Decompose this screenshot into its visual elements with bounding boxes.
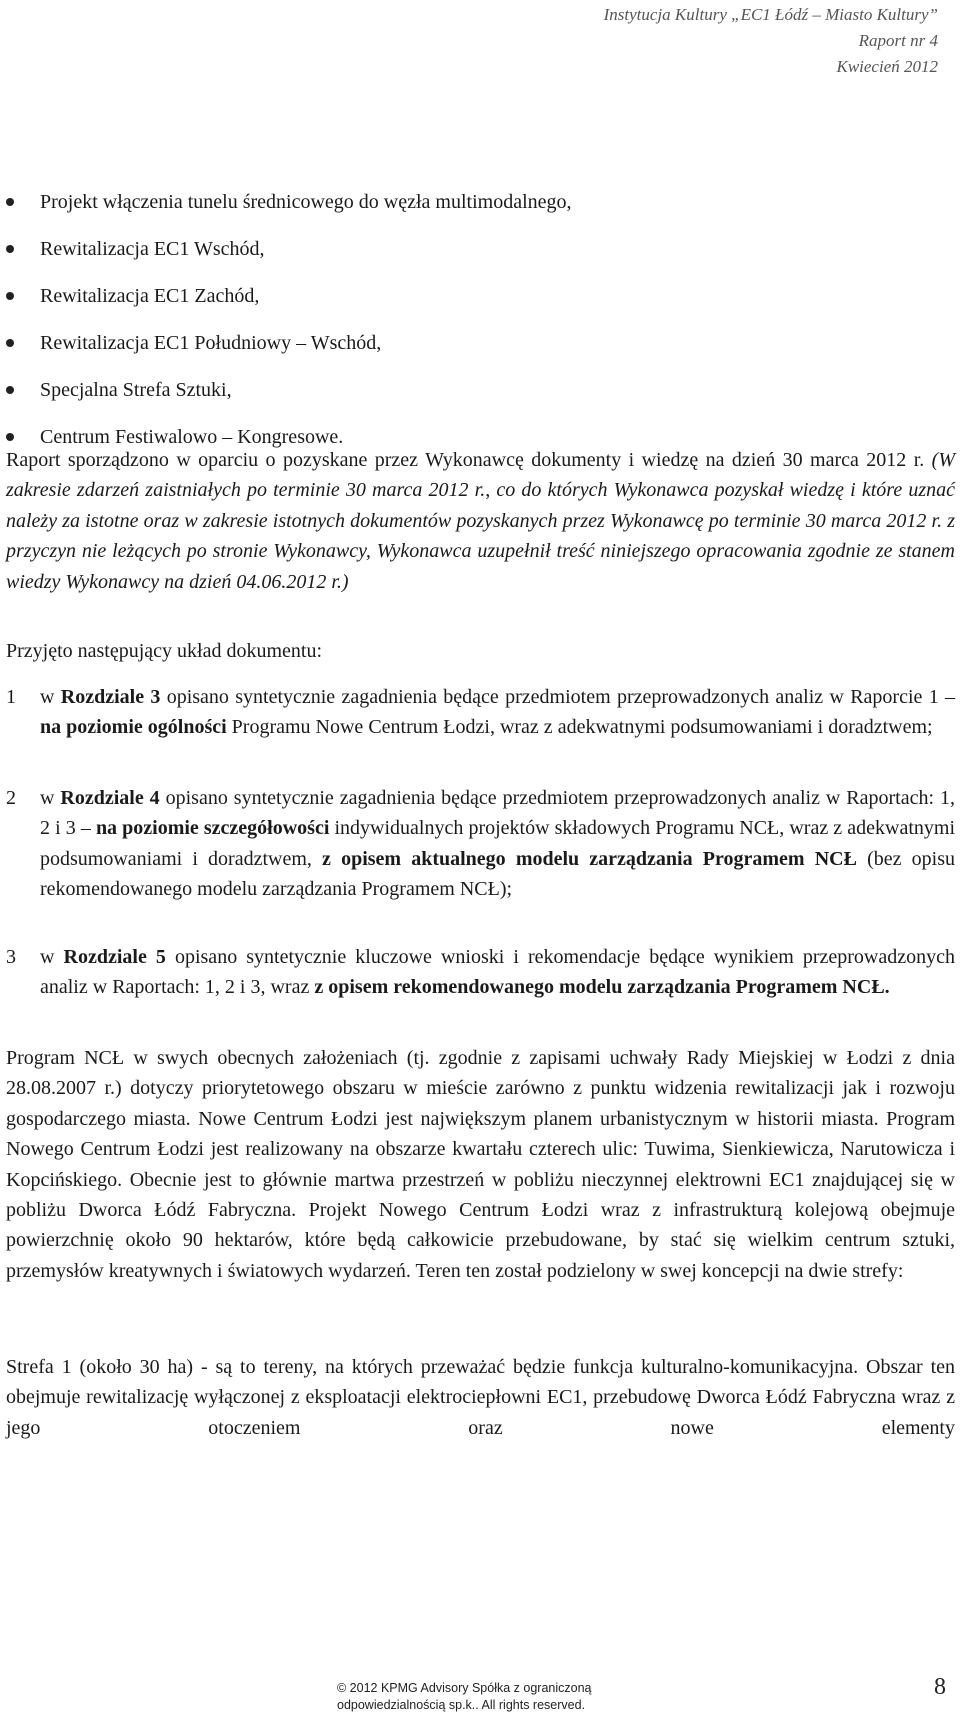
copyright-notice: © 2012 KPMG Advisory Spółka z ograniczoną odpowiedzialnością sp.k.. All rights reserved. <box>337 1681 592 1712</box>
item-number: 2 <box>6 787 16 809</box>
bullet-icon <box>6 386 14 394</box>
bullet-icon <box>6 433 14 441</box>
list-item: Specjalna Strefa Sztuki, <box>0 375 960 422</box>
numbered-item-chapter-4: 2 w Rozdziale 4 opisano syntetycznie zagadnienia będące przedmiotem przeprowadzonych analiz w Raportach: 1, 2 i 3 – na poziomie szczegółowości indywidualnych projektów składowych Programu NCŁ, wraz z adekwatnymi podsumowaniami i doradztwem, z opisem aktualnego modelu zarządzania Programem NCŁ (bez opisu rekomendowanego modelu zarządzania Programem NCŁ); <box>6 783 955 905</box>
list-item: Rewitalizacja EC1 Wschód, <box>0 234 960 281</box>
list-item: Projekt włączenia tunelu średnicowego do węzła multimodalnego, <box>0 187 960 234</box>
page-header <box>604 2 938 80</box>
project-bullet-list <box>0 187 960 469</box>
numbered-item-chapter-5: 3 w Rozdziale 5 opisano syntetycznie kluczowe wnioski i rekomendacje będące wynikiem przeprowadzonych analiz w Raportach: 1, 2 i 3, wraz z opisem rekomendowanego modelu zarządzania Programem NCŁ. <box>6 942 955 1003</box>
header-institution: Instytucja Kultury „EC1 Łódź – Miasto Kultury” <box>603 5 938 24</box>
header-report-number: Raport nr 4 <box>858 31 938 50</box>
list-item: Rewitalizacja EC1 Zachód, <box>0 281 960 328</box>
program-ncl-paragraph: Program NCŁ w swych obecnych założeniach (tj. zgodnie z zapisami uchwały Rady Miejskiej w Łodzi z dnia 28.08.2007 r.) dotyczy priorytetowego obszaru w mieście zarówno z punktu widzenia rewitalizacji jak i rozwoju gospodarczego miasta. Nowe Centrum Łodzi jest największym planem urbanistycznym w historii miasta. Program Nowego Centrum Łodzi jest realizowany na obszarze kwartału czterech ulic: Tuwima, Sienkiewicza, Narutowicza i Kopcińskiego. Obecnie jest to głównie martwa przestrzeń w pobliżu nieczynnej elektrowni EC1 znajdującej się w pobliżu Dworca Łódź Fabryczna. Projekt Nowego Centrum Łodzi wraz z infrastrukturą kolejową obejmuje powierzchnię około 90 hektarów, które będą całkowicie przebudowane, by stać się wielkim centrum sztuki, przemysłów kreatywnych i światowych wydarzeń. Teren ten został podzielony w swej koncepcji na dwie strefy: <box>6 1047 955 1282</box>
bullet-icon <box>6 245 14 253</box>
list-item: Rewitalizacja EC1 Południowy – Wschód, <box>0 328 960 375</box>
item-number: 3 <box>6 946 16 968</box>
list-item: Centrum Festiwalowo – Kongresowe. <box>0 422 960 469</box>
zone-1-paragraph: Strefa 1 (około 30 ha) - są to tereny, na których przeważać będzie funkcja kulturalno-komunikacyjna. Obszar ten obejmuje rewitalizację wyłączonej z eksploatacji elektrociepłowni EC1, przebudowę Dworca Łódź Fabryczna wraz z jego otoczeniem oraz nowe elementy <box>6 1356 955 1439</box>
page-footer <box>0 1672 960 1725</box>
numbered-item-chapter-3: 1 w Rozdziale 3 opisano syntetycznie zagadnienia będące przedmiotem przeprowadzonych analiz w Raporcie 1 – na poziomie ogólności Programu Nowe Centrum Łodzi, wraz z adekwatnymi podsumowaniami i doradztwem; <box>6 682 955 743</box>
structure-intro: Przyjęto następujący układ dokumentu: <box>6 640 323 662</box>
page-number: 8 <box>934 1674 946 1700</box>
header-date: Kwiecień 2012 <box>836 57 938 76</box>
report-basis-paragraph: Raport sporządzono w oparciu o pozyskane przez Wykonawcę dokumenty i wiedzę na dzień 30 marca 2012 r. (W zakresie zdarzeń zaistniałych po terminie 30 marca 2012 r., co do których Wykonawca pozyskał wiedzę i które uznać należy za istotne oraz w zakresie istotnych dokumentów pozyskanych przez Wykonawcę po terminie 30 marca 2012 r. z przyczyn nie leżących po stronie Wykonawcy, Wykonawca uzupełnił treść niniejszego opracowania zgodnie ze stanem wiedzy Wykonawcy na dzień 04.06.2012 r.) <box>6 449 956 593</box>
bullet-icon <box>6 339 14 347</box>
bullet-icon <box>6 198 14 206</box>
item-number: 1 <box>6 686 16 708</box>
bullet-icon <box>6 292 14 300</box>
